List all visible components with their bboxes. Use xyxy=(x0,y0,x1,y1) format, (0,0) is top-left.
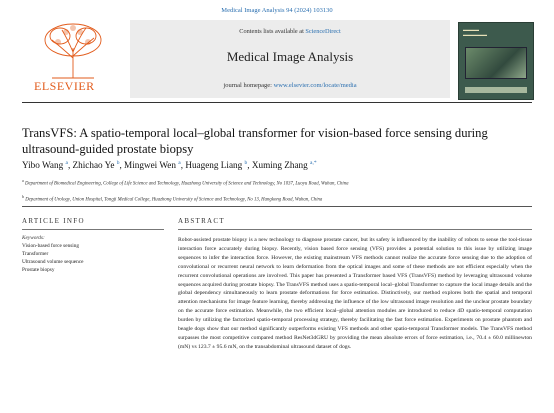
paper-title: TransVFS: A spatio-temporal local–global transformer for vision-based force sensing during ultrasound-guided prostate biopsy xyxy=(22,126,488,156)
abstract-heading: ABSTRACT xyxy=(178,217,225,225)
author-affil-marker[interactable]: b xyxy=(244,160,248,166)
article-info-heading: ARTICLE INFO xyxy=(22,217,85,225)
affiliation-text: Department of Urology, Union Hospital, Tongji Medical College, Huazhong University of Science and Technology, No 13, Hangkong Road, Wuhan, China xyxy=(25,197,323,203)
contents-line xyxy=(130,28,450,35)
sciencedirect-link[interactable]: ScienceDirect xyxy=(305,28,341,35)
author-list: Yibo Wang $^a$, Zhichao Ye $^b$, Mingwei Wen $^a$, Huageng Liang $^b$, Xuming Zhang $^{a,*}$ xyxy=(22,160,317,171)
homepage-link[interactable]: www.elsevier.com/locate/media xyxy=(273,82,357,89)
abstract-rule xyxy=(178,229,532,230)
journal-reference[interactable]: Medical Image Analysis 94 (2024) 103130 xyxy=(221,7,333,14)
author-name[interactable]: Xuming Zhang xyxy=(251,160,308,171)
keyword-item: Transformer xyxy=(22,251,49,257)
article-info-rule xyxy=(22,229,164,230)
affiliation xyxy=(22,177,442,189)
affiliation-text: Department of Biomedical Engineering, College of Life Science and Technology, Huazhong University of Science and Technology, No 1037, Luoyu Road, Wuhan, China xyxy=(24,181,349,187)
author-name[interactable]: Yibo Wang xyxy=(22,160,64,171)
keyword-item: Ultrasound volume sequence xyxy=(22,259,84,265)
cover-image xyxy=(465,47,527,79)
cover-lines: ▬▬▬▬ ▬▬▬▬▬▬ xyxy=(463,27,487,37)
contents-prefix: Contents lists available at xyxy=(239,28,306,35)
journal-cover-thumbnail[interactable] xyxy=(458,22,534,100)
author-affil-marker[interactable]: a xyxy=(178,160,181,166)
author-affil-marker[interactable]: a xyxy=(65,160,68,166)
elsevier-tree-icon xyxy=(22,18,124,82)
homepage-line xyxy=(130,82,450,89)
elsevier-wordmark: ELSEVIER xyxy=(34,79,95,93)
header-divider xyxy=(22,102,532,103)
author-affil-marker[interactable]: b xyxy=(116,160,120,166)
author-name[interactable]: Zhichao Ye xyxy=(72,160,115,171)
journal-title: Medical Image Analysis xyxy=(226,49,354,64)
section-divider xyxy=(22,206,532,207)
elsevier-logo xyxy=(22,18,124,98)
author-name[interactable]: Mingwei Wen xyxy=(124,160,176,171)
keyword-item: Prostate biopsy xyxy=(22,267,55,273)
homepage-prefix: journal homepage: xyxy=(223,82,274,89)
affiliation-marker: b xyxy=(22,194,24,199)
author-affil-marker[interactable]: a,* xyxy=(310,160,317,166)
author-name[interactable]: Huageng Liang xyxy=(185,160,243,171)
affiliation xyxy=(22,193,442,205)
affiliation-marker: a xyxy=(22,178,24,183)
abstract-text: Robot-assisted prostate biopsy is a new technology to diagnose prostate cancer, but its safety is influenced by the inability of robots to sense the tool-tissue interaction force accurately during biopsy. Recently, vision based force sensing (VFS) provides a potential solution to this issue by utilizing image sequences to infer the interaction force. However, the existing mainstream VFS methods cannot realize the accurate force sensing due to the adoption of convolutional or recurrent neural network to learn deformation from the optical images and some of these methods are not efficient especially when the recurrent convolutional operations are involved. This paper has presented a Transformer based VFS (TransVFS) method by leveraging ultrasound volume sequences acquired during prostate biopsy. The TransVFS method uses a spatio-temporal local–global Transformer to capture the local image details and the global dependency simultaneously to learn prostate deformations for force estimation. Distinctively, our method explores both the spatial and temporal attention mechanisms for image feature learning, thereby addressing the influence of the low ultrasound image resolution and the unclear prostate boundary on the accurate force estimation. Meanwhile, the two efficient local–global attention modules are introduced to reduce 4D spatio-temporal computation burden by utilizing the factorized spatio-temporal processing strategy, thereby facilitating the fast force estimation. Experiments on prostate phantom and beagle dogs show that our method significantly outperforms existing VFS methods and other spatio-temporal Transformer models. The TransVFS method surpasses the most competitive compared method ResNet3dGRU by providing the mean absolute errors of force estimation, i.e., 70.4 ± 60.0 millinewton (mN) vs 123.7 ± 95.6 mN, on the transabdominal ultrasound dataset of dogs. xyxy=(178,237,532,350)
cover-band xyxy=(465,87,527,93)
keywords-label: Keywords: xyxy=(22,235,45,241)
keyword-item: Vision-based force sensing xyxy=(22,243,80,249)
